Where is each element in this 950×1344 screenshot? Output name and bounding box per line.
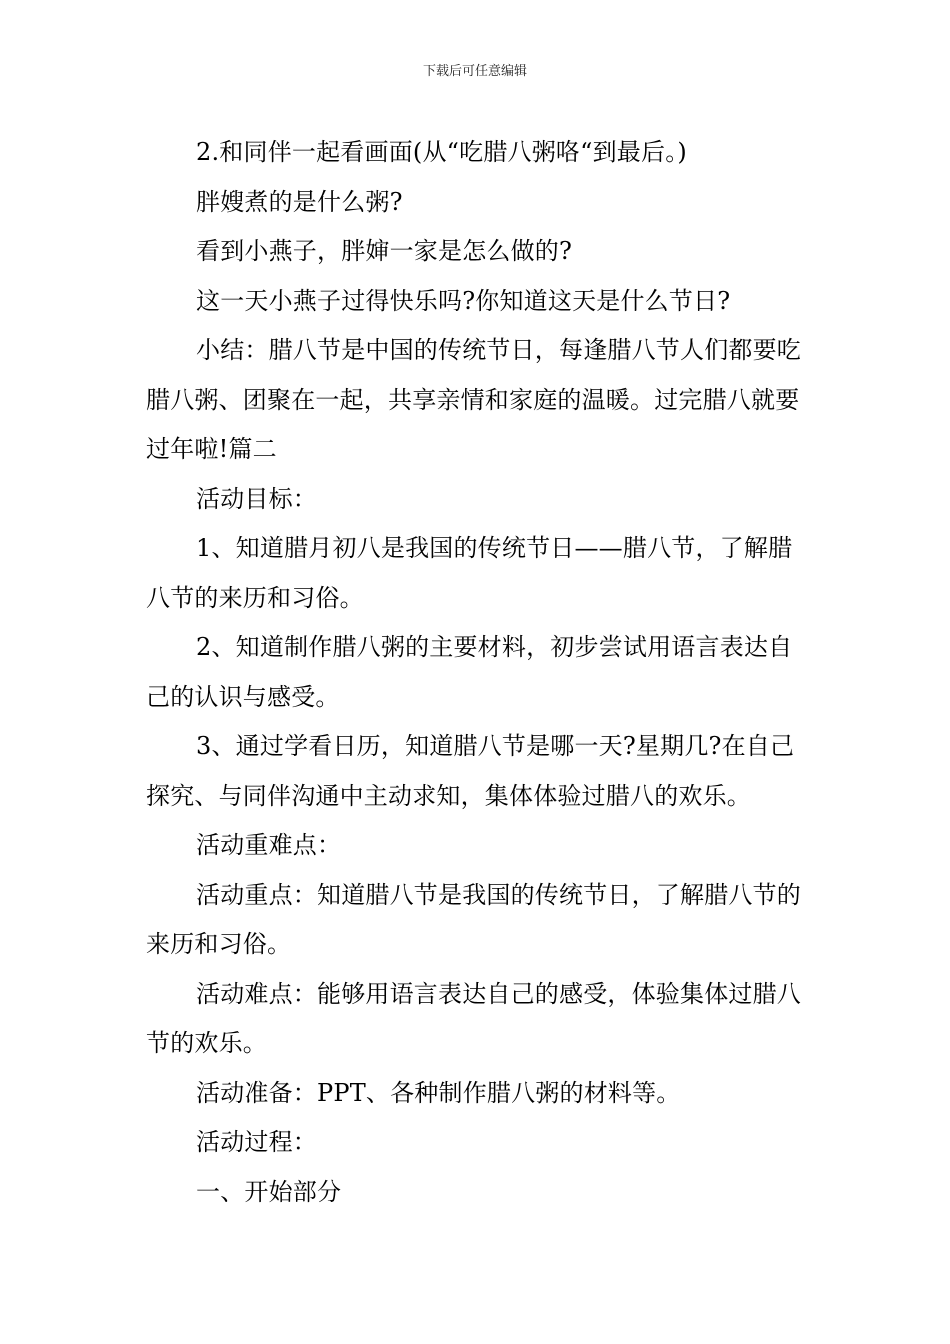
heading-activity-process: 活动过程： <box>196 1128 317 1156</box>
paragraph-question-porridge: 胖嫂煮的是什么粥? <box>196 187 403 216</box>
paragraph-goal-2: 2、知道制作腊八粥的主要材料，初步尝试用语言表达自己的认识与感受。 <box>146 633 793 711</box>
paragraph-viewing-pictures: 2.和同伴一起看画面(从“吃腊八粥咯“到最后。) <box>196 138 687 166</box>
paragraph-summary: 小结：腊八节是中国的传统节日，每逢腊八节人们都要吃腊八粥、团聚在一起，共享亲情和家庭的温暖。过完腊八就要过年啦!篇二 <box>146 336 801 463</box>
paragraph-key-point: 活动重点：知道腊八节是我国的传统节日，了解腊八节的来历和习俗。 <box>146 880 801 958</box>
paragraph-goal-3: 3、通过学看日历，知道腊八节是哪一天?星期几?在自己探究、与同伴沟通中主动求知，集体体验过腊八的欢乐。 <box>146 732 795 810</box>
paragraph-goal-1: 1、知道腊月初八是我国的传统节日——腊八节，了解腊八节的来历和习俗。 <box>146 534 793 612</box>
paragraph-question-family: 看到小燕子，胖婶一家是怎么做的? <box>196 237 573 265</box>
paragraph-opening-part: 一、开始部分 <box>196 1177 342 1206</box>
heading-key-points: 活动重难点： <box>196 831 342 859</box>
heading-activity-goals: 活动目标： <box>196 484 317 513</box>
page-header: 下载后可任意编辑 <box>422 64 527 79</box>
paragraph-question-festival: 这一天小燕子过得快乐吗?你知道这天是什么节日? <box>196 286 731 315</box>
paragraph-preparation: 活动准备：PPT、各种制作腊八粥的材料等。 <box>196 1078 681 1107</box>
paragraph-difficult-point: 活动难点：能够用语言表达自己的感受，体验集体过腊八节的欢乐。 <box>146 979 801 1057</box>
document-body <box>146 128 808 1217</box>
